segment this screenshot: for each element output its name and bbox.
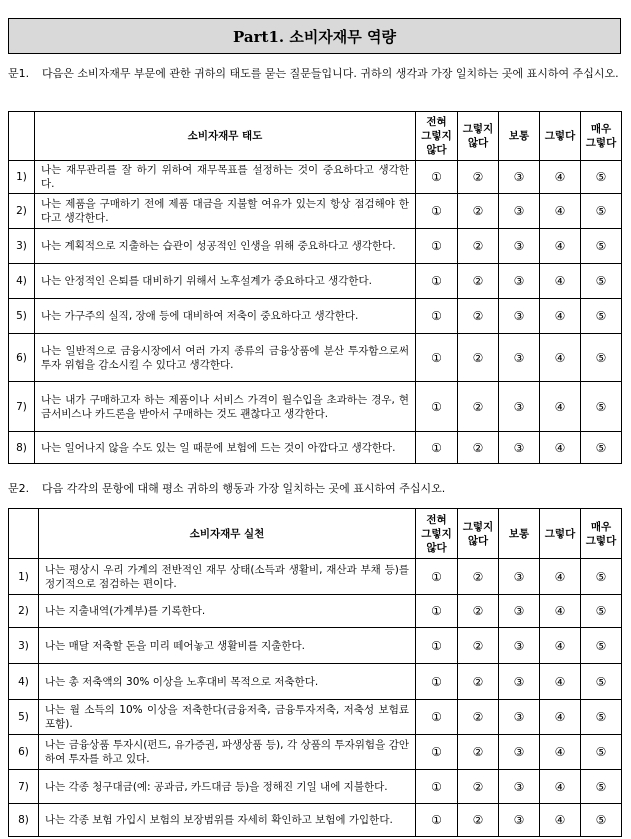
response-option-3[interactable]: ③ [499,161,540,194]
item-number: 6) [9,334,35,382]
response-option-4[interactable]: ④ [540,299,581,334]
item-statement: 나는 내가 구매하고자 하는 제품이나 서비스 가격이 월수입을 초과하는 경우, 현금서비스나 카드론을 받아서 구매하는 것도 괜찮다고 생각한다. [35,382,416,432]
table-row [9,334,622,382]
response-option-1[interactable]: ① [416,194,458,229]
response-option-5[interactable]: ⑤ [581,334,622,382]
response-option-2[interactable]: ② [458,595,499,628]
table-row [9,628,622,664]
response-option-1[interactable]: ① [416,334,458,382]
response-option-1[interactable]: ① [416,299,458,334]
response-option-3[interactable]: ③ [499,804,540,837]
scale-header-1: 전혀 그렇지 않다 [416,509,458,559]
item-number: 8) [9,804,39,837]
response-option-3[interactable]: ③ [499,735,540,770]
item-statement: 나는 매달 저축할 돈을 미리 떼어놓고 생활비를 지출한다. [39,628,416,664]
response-option-3[interactable]: ③ [499,595,540,628]
response-option-3[interactable]: ③ [499,559,540,595]
response-option-5[interactable]: ⑤ [581,264,622,299]
item-number: 5) [9,299,35,334]
response-option-3[interactable]: ③ [499,700,540,735]
response-option-2[interactable]: ② [458,700,499,735]
response-option-1[interactable]: ① [416,735,458,770]
scale-header-2: 그렇지 않다 [458,509,499,559]
response-option-2[interactable]: ② [458,161,499,194]
item-number: 8) [9,432,35,464]
table-row [9,229,622,264]
question-1-number: 문1. [8,67,30,80]
item-number: 4) [9,264,35,299]
table-row [9,595,622,628]
response-option-5[interactable]: ⑤ [581,595,622,628]
response-option-3[interactable]: ③ [499,229,540,264]
response-option-3[interactable]: ③ [499,382,540,432]
attitude-table [8,111,622,464]
response-option-1[interactable]: ① [416,229,458,264]
item-statement: 나는 안정적인 은퇴를 대비하기 위해서 노후설계가 중요하다고 생각한다. [35,264,416,299]
response-option-5[interactable]: ⑤ [581,432,622,464]
response-option-1[interactable]: ① [416,700,458,735]
item-statement: 나는 계획적으로 지출하는 습관이 성공적인 인생을 위해 중요하다고 생각한다. [35,229,416,264]
response-option-2[interactable]: ② [458,804,499,837]
response-option-5[interactable]: ⑤ [581,700,622,735]
response-option-5[interactable]: ⑤ [581,735,622,770]
item-number: 7) [9,770,39,804]
table-row [9,700,622,735]
scale-header-2: 그렇지 않다 [458,112,499,161]
response-option-4[interactable]: ④ [540,161,581,194]
response-option-1[interactable]: ① [416,628,458,664]
item-number: 7) [9,382,35,432]
response-option-2[interactable]: ② [458,664,499,700]
response-option-5[interactable]: ⑤ [581,770,622,804]
response-option-4[interactable]: ④ [540,229,581,264]
item-statement: 나는 가구주의 실직, 장애 등에 대비하여 저축이 중요하다고 생각한다. [35,299,416,334]
response-option-5[interactable]: ⑤ [581,299,622,334]
response-option-3[interactable]: ③ [499,264,540,299]
practice-header: 소비자재무 실천 [39,509,416,559]
response-option-3[interactable]: ③ [499,770,540,804]
table-row [9,432,622,464]
response-option-1[interactable]: ① [416,432,458,464]
item-number: 5) [9,700,39,735]
attitude-header-row [9,112,622,161]
item-number: 2) [9,194,35,229]
response-option-2[interactable]: ② [458,229,499,264]
item-number: 3) [9,628,39,664]
response-option-3[interactable]: ③ [499,664,540,700]
item-statement: 나는 각종 보험 가입시 보험의 보장범위를 자세히 확인하고 보험에 가입한다. [39,804,416,837]
item-statement: 나는 지출내역(가계부)를 기록한다. [39,595,416,628]
response-option-4[interactable]: ④ [540,735,581,770]
item-number: 3) [9,229,35,264]
response-option-4[interactable]: ④ [540,559,581,595]
section-title: Part1. 소비자재무 역량 [8,18,621,54]
question-2-number: 문2. [8,482,30,495]
response-option-4[interactable]: ④ [540,628,581,664]
table-row [9,161,622,194]
response-option-4[interactable]: ④ [540,804,581,837]
response-option-3[interactable]: ③ [499,432,540,464]
number-header [9,112,35,161]
response-option-1[interactable]: ① [416,595,458,628]
response-option-4[interactable]: ④ [540,432,581,464]
response-option-3[interactable]: ③ [499,334,540,382]
response-option-4[interactable]: ④ [540,595,581,628]
item-statement: 나는 일어나지 않을 수도 있는 일 때문에 보험에 드는 것이 아깝다고 생각한다. [35,432,416,464]
response-option-1[interactable]: ① [416,264,458,299]
scale-header-1: 전혀 그렇지 않다 [416,112,458,161]
practice-table [8,508,622,837]
response-option-5[interactable]: ⑤ [581,194,622,229]
response-option-2[interactable]: ② [458,264,499,299]
question-2-instruction [8,479,623,498]
response-option-1[interactable]: ① [416,664,458,700]
item-number: 4) [9,664,39,700]
response-option-5[interactable]: ⑤ [581,559,622,595]
response-option-3[interactable]: ③ [499,628,540,664]
number-header [9,509,39,559]
response-option-4[interactable]: ④ [540,334,581,382]
table-row [9,559,622,595]
item-number: 6) [9,735,39,770]
question-1-text: 다음은 소비자재무 부문에 관한 귀하의 태도를 묻는 질문들입니다. 귀하의 생각과 가장 일치하는 곳에 표시하여 주십시오. [42,67,619,80]
response-option-1[interactable]: ① [416,382,458,432]
response-option-3[interactable]: ③ [499,299,540,334]
scale-header-4: 그렇다 [540,509,581,559]
scale-header-3: 보통 [499,509,540,559]
item-number: 1) [9,161,35,194]
item-statement: 나는 총 저축액의 30% 이상을 노후대비 목적으로 저축한다. [39,664,416,700]
item-statement: 나는 일반적으로 금융시장에서 여러 가지 종류의 금융상품에 분산 투자함으로써 투자 위험을 감소시킬 수 있다고 생각한다. [35,334,416,382]
table-row [9,299,622,334]
response-option-5[interactable]: ⑤ [581,804,622,837]
table-row [9,735,622,770]
response-option-4[interactable]: ④ [540,264,581,299]
response-option-5[interactable]: ⑤ [581,382,622,432]
table-row [9,804,622,837]
question-1-instruction [8,64,623,83]
scale-header-5: 매우 그렇다 [581,509,622,559]
item-statement: 나는 평상시 우리 가계의 전반적인 재무 상태(소득과 생활비, 재산과 부채 등)를 정기적으로 점검하는 편이다. [39,559,416,595]
scale-header-3: 보통 [499,112,540,161]
question-2-text: 다음 각각의 문항에 대해 평소 귀하의 행동과 가장 일치하는 곳에 표시하여 주십시오. [42,482,446,495]
item-statement: 나는 금융상품 투자시(펀드, 유가증권, 파생상품 등), 각 상품의 투자위험을 감안하여 투자를 하고 있다. [39,735,416,770]
item-statement: 나는 월 소득의 10% 이상을 저축한다(금융저축, 금융투자저축, 저축성 보험료 포함). [39,700,416,735]
response-option-4[interactable]: ④ [540,664,581,700]
item-statement: 나는 재무관리를 잘 하기 위하여 재무목표를 설정하는 것이 중요하다고 생각한다. [35,161,416,194]
response-option-1[interactable]: ① [416,161,458,194]
item-statement: 나는 제품을 구매하기 전에 제품 대금을 지불할 여유가 있는지 항상 점검해야 한다고 생각한다. [35,194,416,229]
scale-header-4: 그렇다 [540,112,581,161]
response-option-1[interactable]: ① [416,559,458,595]
response-option-1[interactable]: ① [416,804,458,837]
response-option-5[interactable]: ⑤ [581,628,622,664]
response-option-4[interactable]: ④ [540,194,581,229]
response-option-5[interactable]: ⑤ [581,664,622,700]
practice-header-row [9,509,622,559]
response-option-3[interactable]: ③ [499,194,540,229]
response-option-2[interactable]: ② [458,770,499,804]
response-option-2[interactable]: ② [458,628,499,664]
response-option-1[interactable]: ① [416,770,458,804]
response-option-2[interactable]: ② [458,299,499,334]
response-option-2[interactable]: ② [458,735,499,770]
response-option-2[interactable]: ② [458,334,499,382]
item-number: 1) [9,559,39,595]
response-option-5[interactable]: ⑤ [581,161,622,194]
table-row [9,194,622,229]
attitude-header: 소비자재무 태도 [35,112,416,161]
response-option-2[interactable]: ② [458,559,499,595]
response-option-2[interactable]: ② [458,382,499,432]
item-number: 2) [9,595,39,628]
response-option-4[interactable]: ④ [540,700,581,735]
response-option-5[interactable]: ⑤ [581,229,622,264]
table-row [9,382,622,432]
table-row [9,664,622,700]
response-option-2[interactable]: ② [458,432,499,464]
table-row [9,264,622,299]
table-row [9,770,622,804]
item-statement: 나는 각종 청구대금(예: 공과금, 카드대금 등)을 정해진 기일 내에 지불한다. [39,770,416,804]
response-option-4[interactable]: ④ [540,770,581,804]
response-option-4[interactable]: ④ [540,382,581,432]
scale-header-5: 매우 그렇다 [581,112,622,161]
response-option-2[interactable]: ② [458,194,499,229]
